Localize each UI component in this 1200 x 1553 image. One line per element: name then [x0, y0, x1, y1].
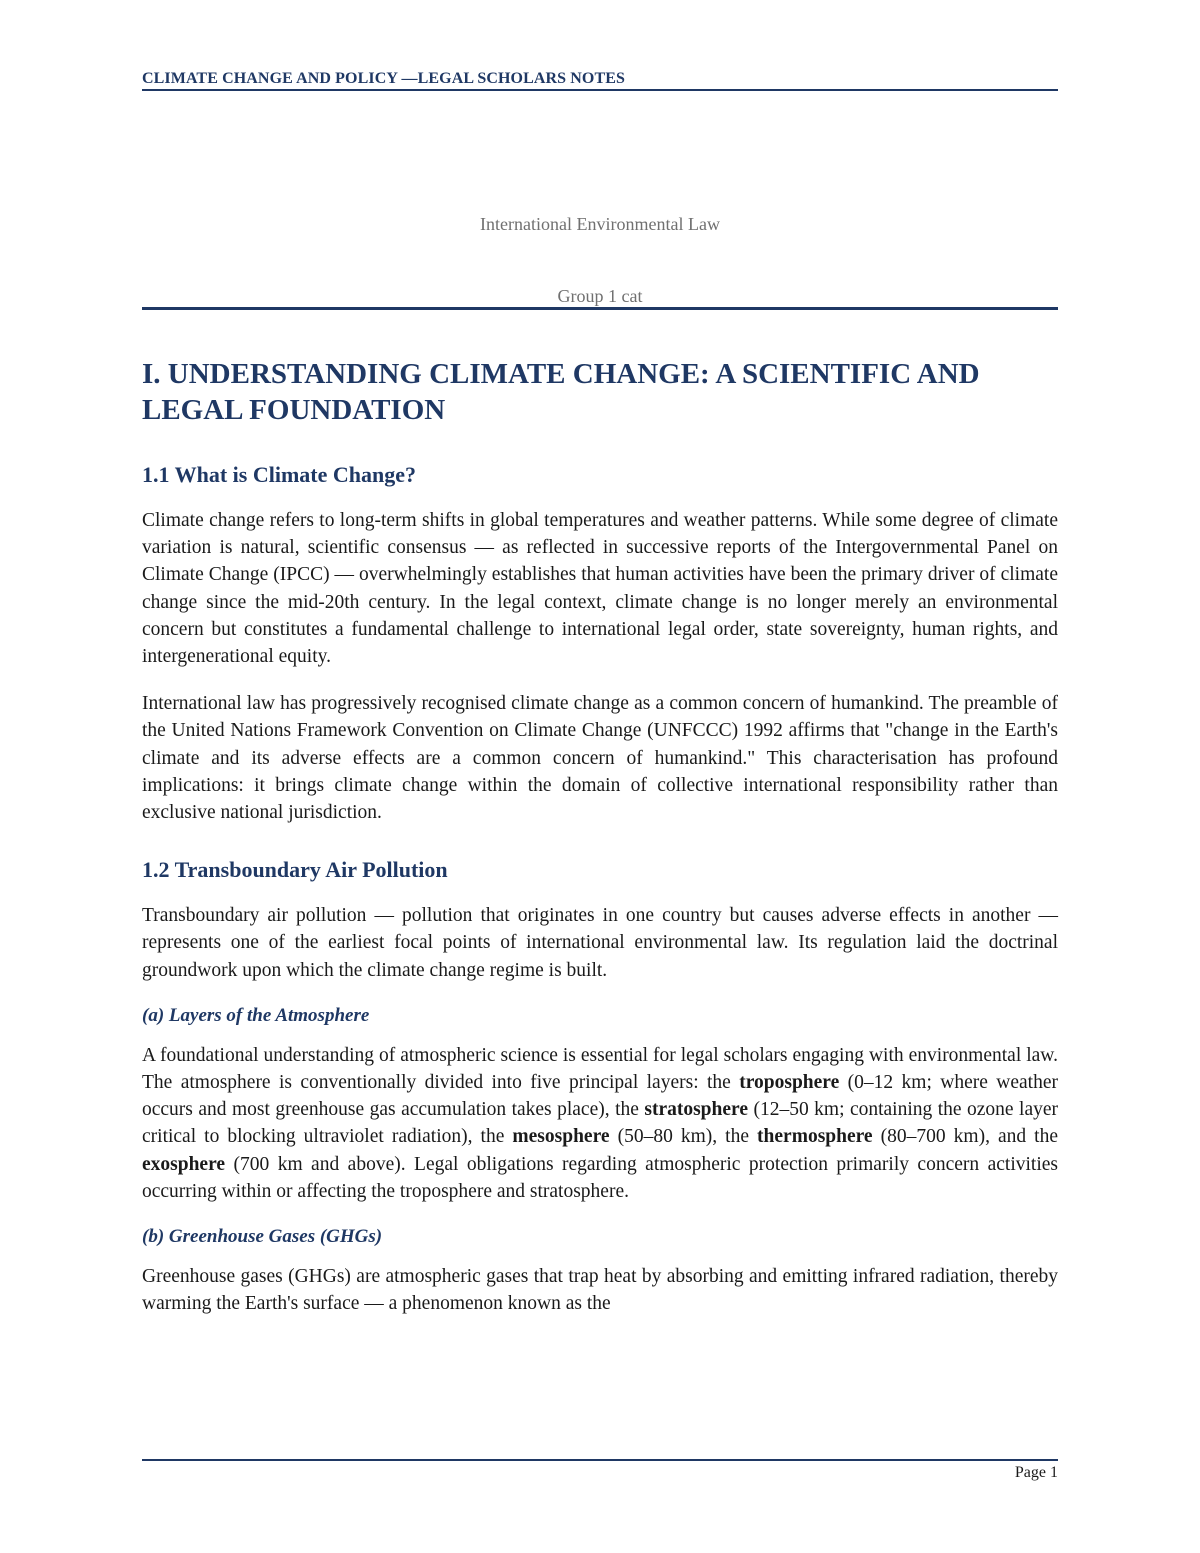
header-rule [142, 89, 1058, 91]
text-run: (700 km and above). Legal obligations regarding atmospheric protection primarily concern activities occurring within or affecting the troposphere and stratosphere. [142, 1153, 1058, 1202]
paragraph-transboundary: Transboundary air pollution — pollution that originates in one country but causes adverse effects in another — represents one of the earliest focal points of international environmental law. Its regulation laid the doctrinal groundwork upon which the climate change regime is built. [142, 905, 1058, 981]
term-thermosphere: thermosphere [757, 1126, 873, 1148]
running-header: CLIMATE CHANGE AND POLICY —LEGAL SCHOLARS NOTES [142, 70, 626, 87]
subheading-layers: (a) Layers of the Atmosphere [142, 1004, 370, 1026]
subsection-heading-1-1: 1.1 What is Climate Change? [142, 462, 416, 487]
term-mesosphere: mesosphere [512, 1126, 610, 1148]
subheading-ghgs: (b) Greenhouse Gases (GHGs) [142, 1226, 383, 1248]
text-run: (50–80 km), the [609, 1126, 758, 1148]
paragraph-common-concern: International law has progressively recognised climate change as a common concern of humankind. The preamble of the United Nations Framework Convention on Climate Change (UNFCCC) 1992 affirms that "change in the Earth's climate and its adverse effects are a common concern of humankind." This characterisation has profound implications: it brings climate change within the domain of collective international responsibility rather than exclusive national jurisdiction. [142, 693, 1058, 824]
text-run: (0–12 km; where weather occurs and most greenhouse gas accumulation takes place), the [142, 1072, 1058, 1121]
section-heading: I. UNDERSTANDING CLIMATE CHANGE: A SCIENTIFIC AND LEGAL FOUNDATION [142, 358, 980, 426]
text-run: (12–50 km; containing the ozone layer critical to blocking ultraviolet radiation), the [142, 1099, 1058, 1148]
document-body [142, 356, 1058, 1317]
paragraph-atmosphere-layers [142, 1042, 1058, 1205]
paragraph-climate-definition: Climate change refers to long-term shifts in global temperatures and weather patterns. While some degree of climate variation is natural, scientific consensus — as reflected in successive reports of the Intergovernmental Panel on Climate Change (IPCC) — overwhelmingly establishes that human activities have been the primary driver of climate change since the mid-20th century. In the legal context, climate change is no longer merely an environmental concern but constitutes a fundamental challenge to international legal order, state sovereignty, human rights, and intergenerational equity. [142, 510, 1058, 668]
course-title: International Environmental Law [480, 214, 720, 234]
group-label: Group 1 cat [557, 286, 643, 306]
term-troposphere: troposphere [739, 1072, 840, 1094]
paragraph-ghgs: Greenhouse gases (GHGs) are atmospheric gases that trap heat by absorbing and emitting infrared radiation, thereby warming the Earth's surface — a phenomenon known as the [142, 1266, 1058, 1315]
text-run: A foundational understanding of atmospheric science is essential for legal scholars engaging with environmental law. The atmosphere is conventionally divided into five principal layers: the [142, 1044, 1058, 1094]
subsection-heading-1-2: 1.2 Transboundary Air Pollution [142, 857, 448, 883]
term-stratosphere: stratosphere [644, 1099, 748, 1121]
title-rule [142, 307, 1058, 310]
page-number: Page 1 [1014, 1464, 1058, 1481]
footer-rule [142, 1459, 1058, 1461]
text-run: (80–700 km), and the [872, 1126, 1058, 1148]
term-exosphere: exosphere [142, 1153, 226, 1175]
